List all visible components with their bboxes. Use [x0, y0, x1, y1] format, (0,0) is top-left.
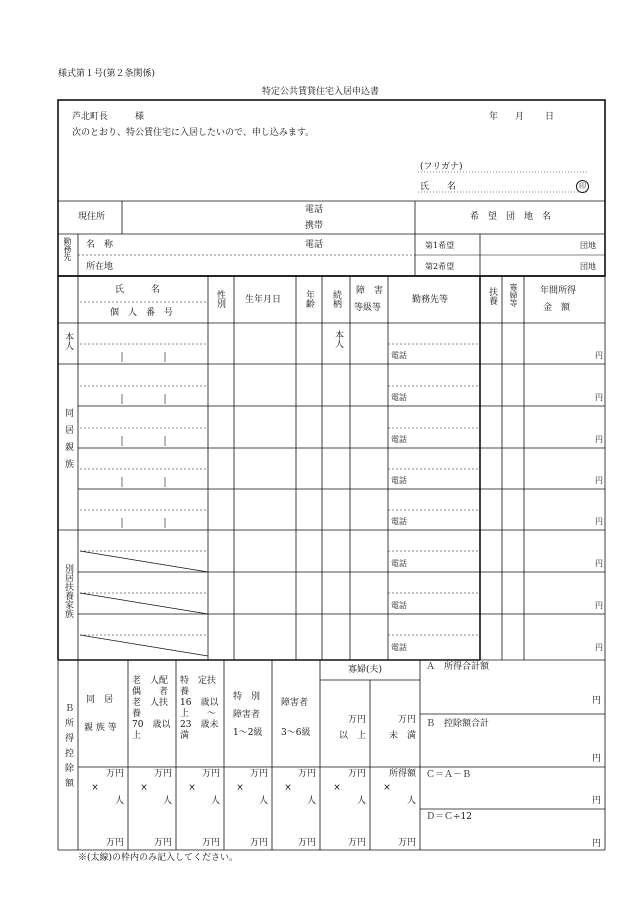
second-choice-label: 第2希望: [425, 262, 455, 271]
deduction-widow-header: 寡婦(夫): [348, 665, 383, 675]
deduction-times: ×: [284, 783, 292, 793]
deduction-widow-over: 万円 以 上: [338, 715, 366, 741]
c-yen: 円: [592, 796, 602, 806]
header-disability: 障 害: [356, 286, 384, 296]
deduction-bottom-man-yen: 万円: [297, 838, 316, 848]
deduction-times: ×: [188, 783, 196, 793]
form-title: 特定公共賃貸住宅入居申込書: [262, 87, 380, 97]
header-widow: 寡婦等: [509, 283, 518, 307]
deduction-relatives: 親 族 等: [84, 723, 117, 733]
member-phone-label: 電話: [391, 393, 407, 402]
first-choice-unit: 団地: [580, 241, 596, 250]
date-year-label: 年: [489, 112, 499, 122]
total-deduction-yen: 円: [592, 754, 602, 764]
deduction-elderly: 老 人配 偶 者 老 人扶 養 70 歳以 上: [132, 676, 171, 741]
total-deduction-label: Ｂ 控除額合計: [426, 719, 490, 729]
deduction-times: ×: [91, 783, 99, 793]
workplace-location-label: 所在地: [86, 262, 114, 272]
deduction-bottom-man-yen: 万円: [105, 838, 124, 848]
deduction-person: 人: [406, 796, 416, 806]
deduction-times: ×: [333, 783, 341, 793]
address-phone-label: 電話: [305, 205, 324, 215]
workplace-phone-label: 電話: [305, 240, 324, 250]
d-yen: 円: [592, 839, 602, 849]
deduction-disabled: 障害者 3～6級: [281, 698, 311, 738]
deduction-bottom-man-yen: 万円: [249, 838, 268, 848]
header-relation: 続柄: [331, 290, 341, 308]
header-disability-grade: 等級等: [354, 303, 382, 313]
deduction-man-yen: 万円: [105, 769, 124, 779]
second-choice-unit: 団地: [580, 262, 596, 271]
member-phone-label: 電話: [391, 601, 407, 610]
applicant-name-label: 氏 名: [420, 182, 457, 192]
member-phone-label: 電話: [391, 476, 407, 485]
total-income-label: Ａ 所得合計額: [426, 662, 490, 672]
self-relation: 本人: [333, 330, 343, 348]
desired-complex-label: 希 望 団 地 名: [470, 212, 552, 222]
date-day-label: 日: [545, 112, 555, 122]
furigana-label: (フリガナ): [420, 162, 463, 172]
member-income-yen: 円: [595, 393, 603, 402]
deduction-bottom-man-yen: 万円: [397, 838, 416, 848]
deduction-man-yen: 万円: [297, 769, 316, 779]
header-birthdate: 生年月日: [245, 295, 282, 305]
deduction-label: Ｂ所得控除額: [63, 703, 73, 793]
deduction-times: ×: [140, 783, 148, 793]
member-income-yen: 円: [595, 351, 603, 360]
date-month-label: 月: [515, 112, 525, 122]
deduction-income-label: 所得額: [388, 769, 416, 779]
workplace-label: 勤務先: [63, 237, 72, 261]
member-income-yen: 円: [595, 559, 603, 568]
form-number: 様式第１号(第２条関係): [58, 69, 156, 79]
application-statement: 次のとおり、特公賃住宅に入居したいので、申し込みます。: [72, 128, 315, 138]
separate-family-label: 別居扶養家族: [63, 564, 73, 618]
first-choice-label: 第1希望: [425, 241, 455, 250]
header-name: 氏 名: [115, 285, 161, 295]
member-phone-label: 電話: [391, 517, 407, 526]
header-annual-income: 年間所得: [540, 286, 577, 296]
deduction-widow-under: 万円 未 満: [388, 715, 416, 741]
deduction-person: 人: [258, 796, 268, 806]
self-label: 本人: [63, 332, 73, 350]
header-personal-number: 個 人 番 号: [110, 308, 174, 318]
deduction-times: ×: [383, 783, 391, 793]
current-address-label: 現住所: [78, 212, 106, 222]
member-income-yen: 円: [595, 476, 603, 485]
addressee: 芦北町長 様: [72, 112, 145, 122]
c-formula-label: Ｃ＝Ａ－Ｂ: [426, 770, 472, 780]
deduction-person: 人: [162, 796, 172, 806]
seal-mark: 印: [576, 180, 589, 193]
deduction-times: ×: [236, 783, 244, 793]
deduction-man-yen: 万円: [249, 769, 268, 779]
deduction-cohabit: 同 居: [86, 695, 114, 705]
member-income-yen: 円: [595, 517, 603, 526]
header-gender: 性別: [215, 290, 225, 308]
member-income-yen: 円: [595, 435, 603, 444]
deduction-bottom-man-yen: 万円: [201, 838, 220, 848]
deduction-person: 人: [210, 796, 220, 806]
footnote: ※(太線)の枠内のみ記入してください。: [78, 853, 239, 863]
deduction-man-yen: 万円: [153, 769, 172, 779]
deduction-person: 人: [356, 796, 366, 806]
deduction-person: 人: [306, 796, 316, 806]
member-phone-label: 電話: [391, 559, 407, 568]
member-income-yen: 円: [595, 601, 603, 610]
deduction-bottom-man-yen: 万円: [153, 838, 172, 848]
header-employer: 勤務先等: [412, 295, 449, 305]
deduction-man-yen: 万円: [201, 769, 220, 779]
member-phone-label: 電話: [391, 435, 407, 444]
member-phone-label: 電話: [391, 351, 407, 360]
deduction-specific: 特 定扶 養 16 歳以 上 ～ 23 歳未 満: [180, 676, 219, 741]
deduction-bottom-man-yen: 万円: [347, 838, 366, 848]
deduction-man-yen: 万円: [347, 769, 366, 779]
member-phone-label: 電話: [391, 643, 407, 652]
d-formula-label: Ｄ＝Ｃ÷12: [426, 812, 472, 822]
header-income-amount: 金 額: [543, 303, 571, 313]
total-income-yen: 円: [592, 696, 602, 706]
cohabit-family-label: 同居親族: [63, 408, 73, 476]
deduction-special-disabled: 特 別 障害者 1～2級: [233, 692, 263, 738]
address-mobile-label: 携帯: [305, 221, 324, 231]
deduction-person: 人: [114, 796, 124, 806]
header-age: 年齢: [304, 290, 314, 308]
header-dependent: 扶養: [487, 287, 497, 305]
workplace-name-label: 名 称: [86, 240, 114, 250]
member-income-yen: 円: [595, 643, 603, 652]
